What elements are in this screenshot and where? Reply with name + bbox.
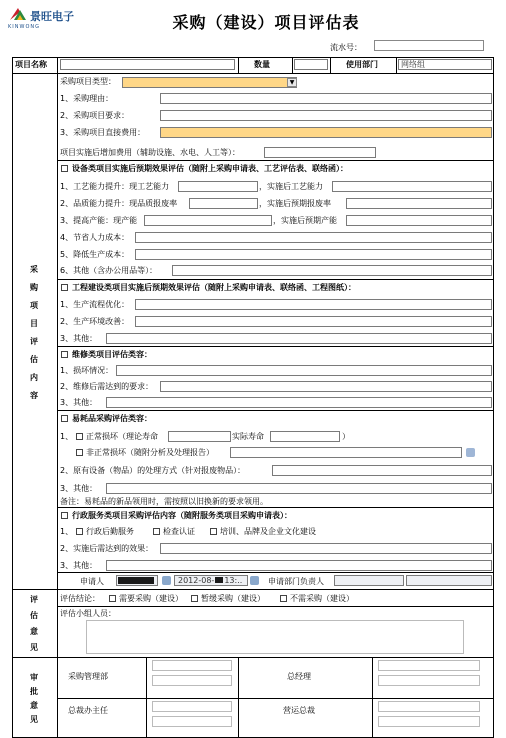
- side-label-char: 购: [30, 283, 38, 292]
- side-label-char: 容: [30, 391, 38, 400]
- applicant-label: 申请人: [80, 577, 104, 586]
- gm-opinion[interactable]: [378, 660, 480, 671]
- no-purchase-label: 不需采购（建设）: [290, 594, 354, 603]
- divider: [57, 606, 494, 607]
- divider: [292, 57, 293, 73]
- admin-item-label: 2、实施后需达到的效果：: [60, 544, 154, 553]
- requirement-input[interactable]: [160, 110, 492, 121]
- admin-item-label: 1、: [60, 527, 74, 536]
- gm-sign[interactable]: [378, 675, 480, 686]
- dept-label: 使用部门: [346, 60, 378, 69]
- apply-time-text: 13:..: [224, 576, 243, 585]
- project-name-label: 项目名称: [15, 60, 47, 69]
- page-title: 采购（建设）项目评估表: [172, 13, 360, 32]
- theoretical-life-input[interactable]: [168, 431, 231, 442]
- analysis-report-input[interactable]: [230, 447, 462, 458]
- quantity-label: 数量: [254, 60, 270, 69]
- divider: [57, 698, 494, 699]
- requirement-label: 2、采购项目要求：: [60, 111, 130, 120]
- consumable-checkbox[interactable]: [61, 415, 68, 422]
- need-purchase-checkbox[interactable]: [109, 595, 116, 602]
- side-label-char: 评: [30, 595, 38, 604]
- logistics-checkbox[interactable]: [76, 528, 83, 535]
- ops-director-opinion[interactable]: [378, 701, 480, 712]
- admin-item-label: 培训、品牌及企业文化建设: [220, 527, 316, 536]
- type-select[interactable]: [122, 77, 297, 88]
- gm-label: 总经理: [287, 672, 311, 681]
- equip-item-label: 4、节省人力成本：: [60, 233, 130, 242]
- purchase-mgr-label: 采购管理部: [68, 672, 108, 681]
- current-scrap-input[interactable]: [189, 198, 258, 209]
- divider: [57, 572, 494, 573]
- equip-item-label: ，实施后预期报废率: [259, 199, 331, 208]
- side-label-char: 见: [30, 643, 38, 652]
- divider: [57, 279, 494, 280]
- consumable-item-label: 正常损坏（理论寿命: [86, 432, 158, 441]
- equip-other-input[interactable]: [172, 265, 492, 276]
- purchase-mgr-opinion[interactable]: [152, 660, 232, 671]
- purchase-mgr-sign[interactable]: [152, 675, 232, 686]
- divider: [57, 346, 494, 347]
- side-label-char: 见: [30, 715, 38, 724]
- dept-head-label: 申请部门负责人: [268, 577, 324, 586]
- members-label: 评估小组人员：: [60, 609, 116, 618]
- side-label-char: 目: [30, 319, 38, 328]
- company-name: 景旺电子: [30, 10, 74, 23]
- abnormal-wear-checkbox[interactable]: [76, 449, 83, 456]
- attachment-icon[interactable]: [466, 448, 475, 457]
- expected-output-input[interactable]: [346, 215, 492, 226]
- need-purchase-label: 需要采购（建设）: [119, 594, 183, 603]
- company-name-en: KINWONG: [8, 24, 40, 30]
- defer-purchase-label: 暂缓采购（建设）: [201, 594, 265, 603]
- consumable-title: 易耗品采购评估类容：: [72, 414, 152, 423]
- admin-item-label: 检查认证: [163, 527, 195, 536]
- consumable-item-label: ）: [342, 432, 350, 441]
- divider: [12, 73, 494, 74]
- reason-input[interactable]: [160, 93, 492, 104]
- divider: [57, 160, 494, 161]
- construction-item-label: 3、其他：: [60, 334, 98, 343]
- repair-requirement-input[interactable]: [160, 381, 492, 392]
- divider: [396, 57, 397, 73]
- divider: [12, 589, 494, 590]
- dept-head-date-input[interactable]: [406, 575, 492, 586]
- dept-input[interactable]: 网络组: [398, 59, 492, 70]
- side-label-char: 意: [30, 701, 38, 710]
- labor-saving-input[interactable]: [135, 232, 492, 243]
- calendar-icon[interactable]: [250, 576, 259, 585]
- conclusion-label: 评估结论：: [60, 594, 100, 603]
- project-name-input[interactable]: [60, 59, 235, 70]
- side-label-char: 项: [30, 301, 38, 310]
- redacted-date: [215, 577, 223, 583]
- construction-checkbox[interactable]: [61, 284, 68, 291]
- normal-wear-checkbox[interactable]: [76, 433, 83, 440]
- repair-item-label: 3、其他：: [60, 398, 98, 407]
- extra-cost-label: 项目实施后增加费用（辅助设施、水电、人工等）：: [60, 148, 240, 157]
- flow-optimization-input[interactable]: [135, 299, 492, 310]
- post-capability-input[interactable]: [332, 181, 492, 192]
- construction-title: 工程建设类项目实施后预期效果评估（随附上采购申请表、联络函、工程图纸）：: [72, 283, 356, 292]
- extra-cost-input[interactable]: [264, 147, 376, 158]
- divider: [57, 410, 494, 411]
- side-label-char: 审: [30, 673, 38, 682]
- divider: [330, 57, 331, 73]
- divider: [12, 657, 494, 658]
- ops-director-label: 营运总裁: [283, 706, 315, 715]
- construction-other-input[interactable]: [106, 333, 492, 344]
- training-checkbox[interactable]: [210, 528, 217, 535]
- construction-item-label: 2、生产环境改善：: [60, 317, 130, 326]
- chevron-down-icon[interactable]: ▼: [287, 78, 297, 87]
- actual-life-input[interactable]: [270, 431, 340, 442]
- repair-item-label: 2、维修后需达到的要求：: [60, 382, 154, 391]
- ops-director-sign[interactable]: [378, 716, 480, 727]
- equipment-title: 设备类项目实施后预期效果评估（随附上采购申请表、工艺评估表、联络函）：: [72, 164, 348, 173]
- admin-title: 行政服务类项目采购评估内容（随附服务类项目采购申请表）：: [72, 511, 292, 520]
- type-label: 采购项目类型：: [60, 77, 116, 86]
- side-label-char: 估: [30, 355, 38, 364]
- serial-label: 流水号：: [330, 43, 362, 52]
- dept-head-input[interactable]: [334, 575, 404, 586]
- divider: [238, 57, 239, 73]
- equip-item-label: 3、提高产能：现产能: [60, 216, 138, 225]
- consumable-item-label: 1、: [60, 432, 74, 441]
- inspection-checkbox[interactable]: [153, 528, 160, 535]
- damage-input[interactable]: [116, 365, 492, 376]
- side-label-char: 批: [30, 687, 38, 696]
- general-office-opinion[interactable]: [152, 701, 232, 712]
- consumable-other-input[interactable]: [106, 483, 492, 494]
- admin-checkbox[interactable]: [61, 512, 68, 519]
- current-output-input[interactable]: [144, 215, 272, 226]
- consumable-note: 备注：易耗品的新品领用时，需按照以旧换新的要求领用。: [60, 497, 268, 506]
- expected-scrap-input[interactable]: [346, 198, 492, 209]
- equip-item-label: 2、品质能力提升：现品质报废率: [60, 199, 178, 208]
- consumable-item-label: 3、其他：: [60, 484, 98, 493]
- repair-other-input[interactable]: [106, 397, 492, 408]
- side-label-char: 采: [30, 265, 38, 274]
- serial-input[interactable]: [374, 40, 484, 51]
- equip-item-label: 1、工艺能力提升：现工艺能力: [60, 182, 170, 191]
- side-label-char: 内: [30, 373, 38, 382]
- admin-item-label: 行政后勤服务: [86, 527, 134, 536]
- redacted-name: [118, 577, 154, 584]
- admin-effect-input[interactable]: [160, 543, 492, 554]
- admin-other-input[interactable]: [106, 560, 492, 571]
- construction-item-label: 1、生产流程优化：: [60, 300, 130, 309]
- side-label-char: 评: [30, 337, 38, 346]
- side-label-char: 意: [30, 627, 38, 636]
- equip-item-label: ，实施后预期产能: [273, 216, 337, 225]
- cost-reduction-input[interactable]: [135, 249, 492, 260]
- equip-item-label: 5、降低生产成本：: [60, 250, 130, 259]
- direct-cost-label: 3、采购项目直接费用：: [60, 128, 146, 137]
- defer-purchase-checkbox[interactable]: [191, 595, 198, 602]
- divider: [57, 507, 494, 508]
- equip-item-label: ，实施后工艺能力: [259, 182, 323, 191]
- direct-cost-input[interactable]: [160, 127, 492, 138]
- members-textarea[interactable]: [86, 620, 464, 654]
- consumable-item-label: 2、原有设备（物品）的处理方式（针对报废物品）：: [60, 466, 246, 475]
- admin-item-label: 3、其他：: [60, 561, 98, 570]
- no-purchase-checkbox[interactable]: [280, 595, 287, 602]
- side-label-char: 估: [30, 611, 38, 620]
- apply-date-text: 2012-08-: [178, 576, 215, 585]
- general-office-sign[interactable]: [152, 716, 232, 727]
- equip-item-label: 6、其他（含办公用品等）：: [60, 266, 158, 275]
- apply-date-input[interactable]: [174, 575, 248, 586]
- environment-input[interactable]: [135, 316, 492, 327]
- consumable-item-label: 非正常损坏（随附分析及处理报告）: [86, 448, 214, 457]
- consumable-item-label: 实际寿命: [232, 432, 264, 441]
- repair-item-label: 1、损坏情况：: [60, 366, 114, 375]
- disposal-input[interactable]: [272, 465, 492, 476]
- reason-label: 1、采购理由：: [60, 94, 114, 103]
- equipment-checkbox[interactable]: [61, 165, 68, 172]
- user-picker-icon[interactable]: [162, 576, 171, 585]
- repair-title: 维修类项目评估类容：: [72, 350, 152, 359]
- repair-checkbox[interactable]: [61, 351, 68, 358]
- current-capability-input[interactable]: [178, 181, 258, 192]
- general-office-label: 总裁办主任: [68, 706, 108, 715]
- quantity-input[interactable]: [294, 59, 328, 70]
